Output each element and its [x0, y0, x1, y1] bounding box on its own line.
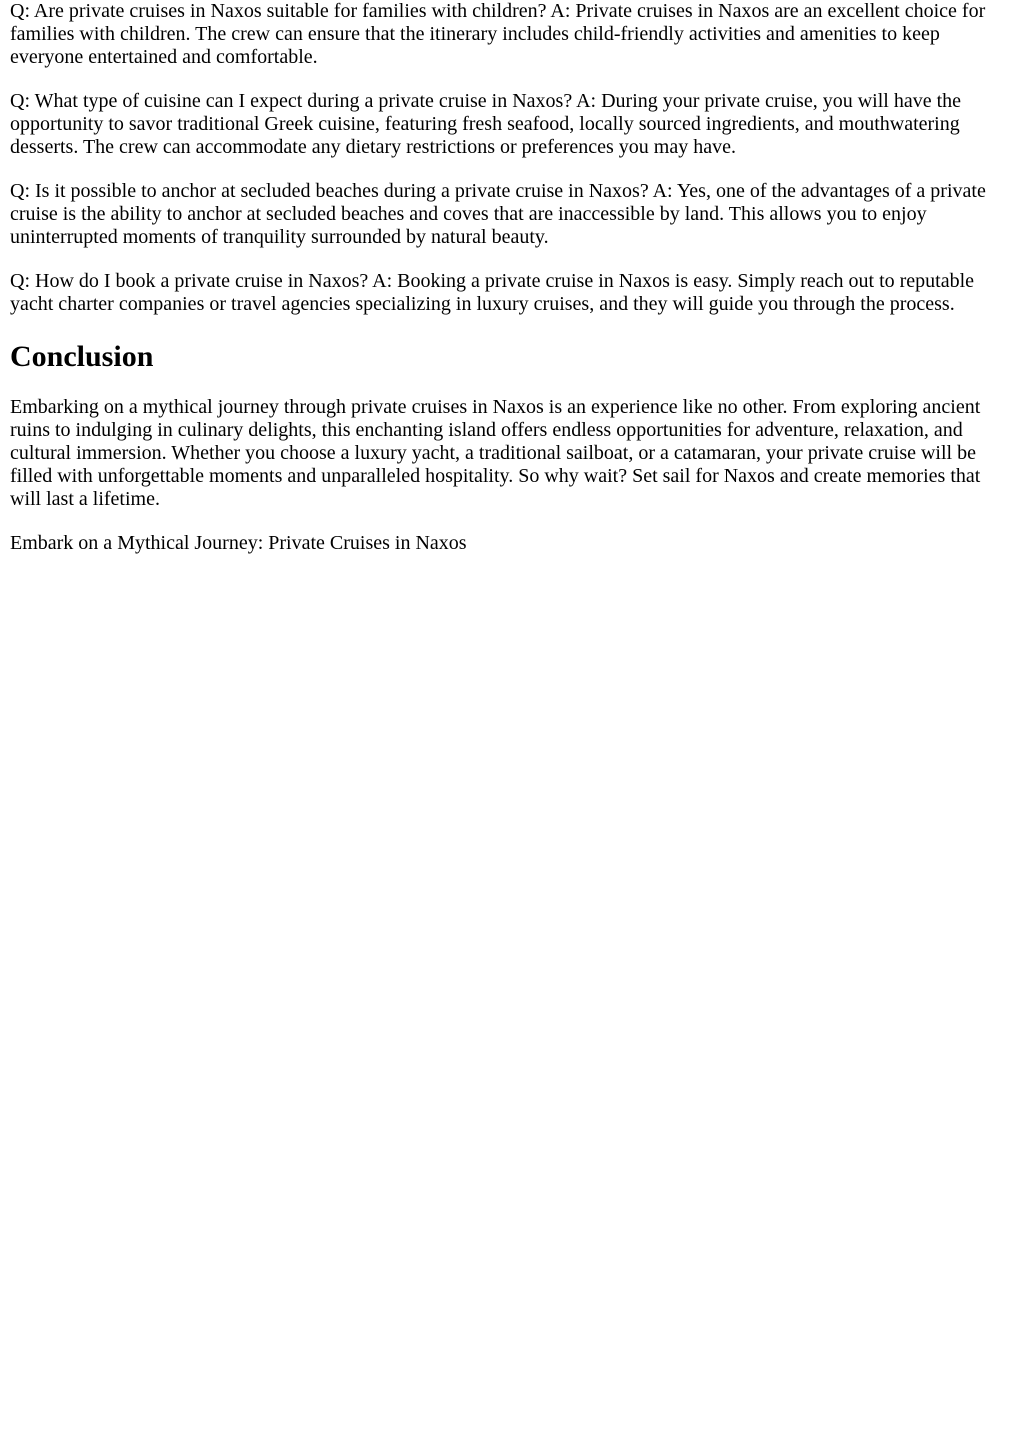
faq-secluded-beaches: Q: Is it possible to anchor at secluded beaches during a private cruise in Naxos? A: Yes, one of the advantages of a private cruise is the ability to anchor at secluded beaches and coves that are inaccessible by land. This allows you to enjoy uninterrupted moments of tranquility surrounded by natural beauty.	[10, 180, 986, 248]
faq-families: Q: Are private cruises in Naxos suitable for families with children? A: Private cruises in Naxos are an excellent choice for families with children. The crew can ensure that the itinerary includes child-friendly activities and amenities to keep everyone entertained and comfortable.	[10, 0, 986, 68]
faq-booking: Q: How do I book a private cruise in Naxos? A: Booking a private cruise in Naxos is easy. Simply reach out to reputable yacht charter companies or travel agencies specializing in luxury cruises, and they will guide you through the process.	[10, 270, 975, 315]
faq-cuisine: Q: What type of cuisine can I expect during a private cruise in Naxos? A: During your private cruise, you will have the opportunity to savor traditional Greek cuisine, featuring fresh seafood, locally sourced ingredients, and mouthwatering desserts. The crew can accommodate any dietary restrictions or preferences you may have.	[10, 90, 962, 158]
conclusion-heading: Conclusion	[10, 340, 154, 373]
article-title-footer: Embark on a Mythical Journey: Private Cruises in Naxos	[10, 532, 467, 554]
document-body	[0, 0, 1024, 555]
conclusion-paragraph: Embarking on a mythical journey through private cruises in Naxos is an experience like no other. From exploring ancient ruins to indulging in culinary delights, this enchanting island offers endless opportunities for adventure, relaxation, and cultural immersion. Whether you choose a luxury yacht, a traditional sailboat, or a catamaran, your private cruise will be filled with unforgettable moments and unparalleled hospitality. So why wait? Set sail for Naxos and create memories that will last a lifetime.	[10, 396, 981, 510]
